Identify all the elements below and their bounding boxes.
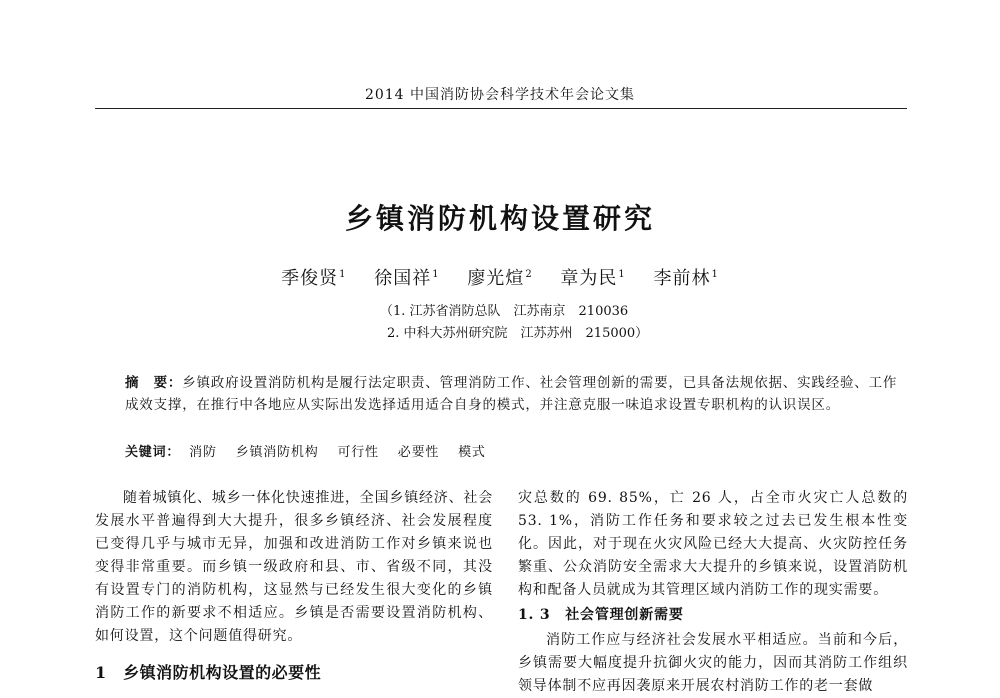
running-header: 2014 中国消防协会科学技术年会论文集 — [364, 87, 636, 103]
keyword: 必要性 — [397, 445, 440, 460]
author: 李前林$^1$ — [653, 268, 719, 289]
paper-title: 乡镇消防机构设置研究 — [344, 202, 655, 235]
right-column — [518, 487, 908, 698]
keyword: 乡镇消防机构 — [235, 445, 319, 460]
subsection-heading: 1. 3 社会管理创新需要 — [518, 607, 684, 623]
affiliation-line: 2. 中科大苏州研究院 江苏苏州 215000） — [387, 326, 649, 341]
keyword: 可行性 — [337, 445, 379, 460]
abstract — [95, 372, 907, 416]
body-paragraph: 消防工作应与经济社会发展水平相适应。当前和今后，乡镇需要大幅度提升抗御火灾的能力，因而其消防工作组织领导体制不应再因袭原来开展农村消防工作的老一套做 — [518, 632, 908, 694]
abstract-text: 乡镇政府设置消防机构是履行法定职责、管理消防工作、社会管理创新的需要，已具备法规依据、实践经验、工作成效支撑，在推行中各地应从实际出发选择适用适合自身的模式，并注意克服一味追求设置专职机构的认识误区。 — [125, 375, 898, 413]
body-paragraph: 随着城镇化、城乡一体化快速推进，全国乡镇经济、社会发展水平普遍得到大大提升，很多乡镇经济、社会发展程度已变得几乎与城市无异，加强和改进消防工作对乡镇来说也变得非常重要。而乡镇一级政府和县、市、省级不同，其没有设置专门的消防机构，这显然与已经发生很大变化的乡镇消防工作的新要求不相适应。乡镇是否需要设置消防机构、如何设置，这个问题值得研究。 — [95, 490, 493, 644]
keyword: 消防 — [189, 445, 217, 460]
author: 廖光煊$^2$ — [467, 268, 533, 289]
author: 章为民$^1$ — [560, 268, 626, 289]
abstract-label: 摘 要： — [125, 375, 183, 391]
section-heading: 1 乡镇消防机构设置的必要性 — [95, 663, 322, 682]
keyword: 模式 — [458, 445, 486, 460]
affiliation-line: （1. 江苏省消防总队 江苏南京 210036 — [380, 304, 629, 319]
keywords — [125, 441, 500, 460]
author: 徐国祥$^1$ — [374, 268, 440, 289]
body-paragraph: 灾总数的 69. 85%，亡 26 人，占全市火灾亡人总数的 53. 1%，消防工作任务和要求较之过去已发生根本性变化。因此，对于现在火灾风险已经大大提高、火灾防控任务繁重、公众消防安全需求大大提升的乡镇来说，设置消防机构和配备人员就成为其管理区域内消防工作的现实需要。 — [518, 490, 908, 598]
left-column — [95, 487, 493, 648]
header-rule — [95, 108, 907, 109]
keywords-label: 关键词： — [125, 445, 181, 460]
author: 季俊贤$^1$ — [281, 268, 347, 289]
author-list — [0, 264, 1000, 290]
affiliations — [380, 301, 648, 345]
